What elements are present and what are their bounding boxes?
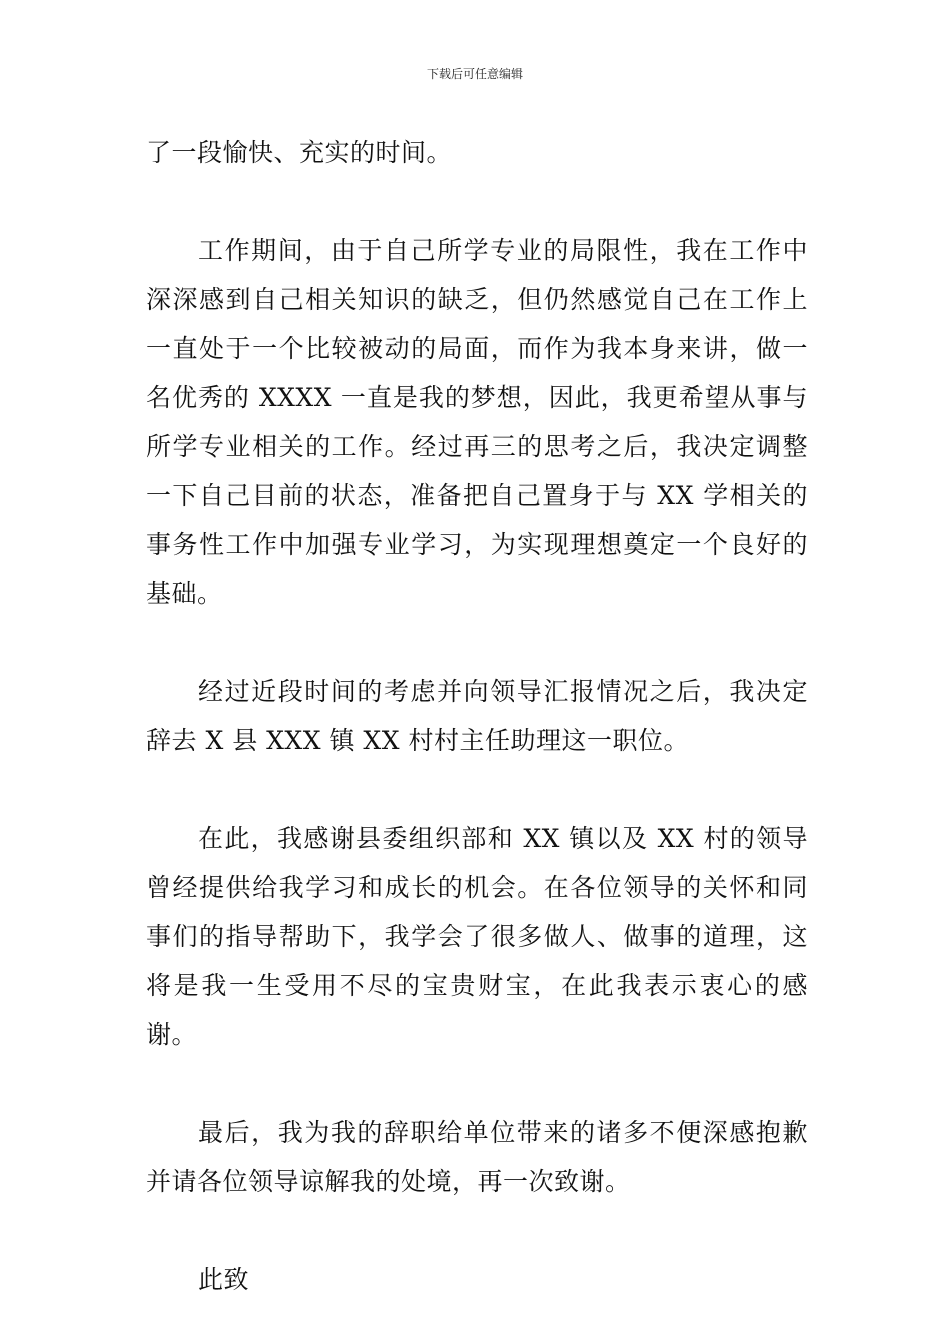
- paragraph-thanks: 在此，我感谢县委组织部和 XX 镇以及 XX 村的领导曾经提供给我学习和成长的机会。在各位领导的关怀和同事们的指导帮助下，我学会了很多做人、做事的道理，这将是我一生受用不尽的宝贵财宝，在此我表示衷心的感谢。: [146, 824, 808, 1049]
- paragraph-work-period: 工作期间，由于自己所学专业的局限性，我在工作中深深感到自己相关知识的缺乏，但仍然感觉自己在工作上一直处于一个比较被动的局面，而作为我本身来讲，做一名优秀的 XXXX 一直是我的梦想，因此，我更希望从事与所学专业相关的工作。经过再三的思考之后，我决定调整一下自己目前的状态，准备把自己置身于与 XX 学相关的事务性工作中加强专业学习，为实现理想奠定一个良好的基础。: [146, 236, 808, 608]
- paragraph-apology: 最后，我为我的辞职给单位带来的诸多不便深感抱歉并请各位领导谅解我的处境，再一次致谢。: [146, 1118, 808, 1196]
- paragraph-decision: 经过近段时间的考虑并向领导汇报情况之后，我决定辞去 X 县 XXX 镇 XX 村村主任助理这一职位。: [146, 677, 808, 755]
- paragraph-continuation: 了一段愉快、充实的时间。: [146, 138, 453, 167]
- closing-salutation: 此致: [198, 1265, 250, 1294]
- header-note: 下载后可任意编辑: [426, 67, 523, 81]
- document-body: [146, 128, 808, 1304]
